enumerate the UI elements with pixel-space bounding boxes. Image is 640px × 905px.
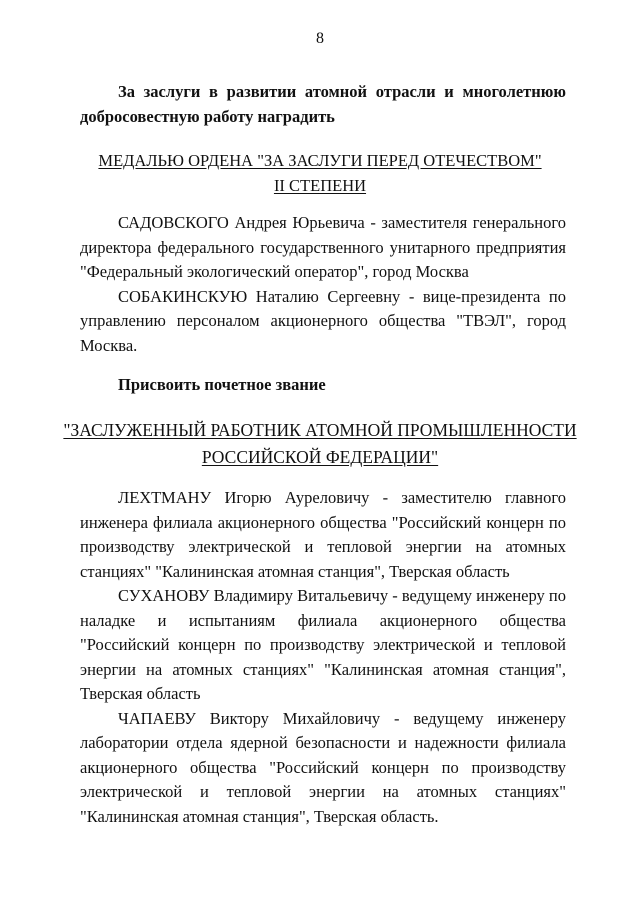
medal-heading [60,149,580,198]
title-heading-line1: "ЗАСЛУЖЕННЫЙ РАБОТНИК АТОМНОЙ ПРОМЫШЛЕННОСТИ [63,420,577,440]
medal-recipient-2: СОБАКИНСКУЮ Наталию Сергеевну - вице-президента по управлению персоналом акционерного общества "ТВЭЛ", город Москва. [80,286,566,355]
title-recipients [80,486,566,829]
medal-recipient-1: САДОВСКОГО Андрея Юрьевича - заместителя генерального директора федерального государственного унитарного предприятия "Федеральный экологический оператор", город Москва [80,213,566,281]
title-heading-line2: РОССИЙСКОЙ ФЕДЕРАЦИИ" [201,447,439,467]
medal-heading-line1: МЕДАЛЬЮ ОРДЕНА "ЗА ЗАСЛУГИ ПЕРЕД ОТЕЧЕСТВОМ" [98,151,542,170]
page-number: 8 [316,30,324,47]
title-recipient-2: СУХАНОВУ Владимиру Витальевичу - ведущему инженеру по наладке и испытаниям филиала акционерного общества "Российский концерн по производству электрической и тепловой энергии на атомных станциях" "Калининская атомная станция", Тверская область [80,586,566,703]
medal-recipients [80,211,566,358]
title-intro: Присвоить почетное звание [118,375,326,394]
award-intro: За заслуги в развитии атомной отрасли и многолетнюю добросовестную работу наградить [80,82,566,126]
title-recipient-3: ЧАПАЕВУ Виктору Михайловичу - ведущему инженеру лаборатории отдела ядерной безопасности и надежности филиала акционерного общества "Российский концерн по производству электрической и тепловой энергии на атомных станциях" "Калининская атомная станция", Тверская область. [80,708,566,826]
medal-heading-line2: II СТЕПЕНИ [273,175,367,195]
title-heading [60,417,580,471]
title-recipient-1: ЛЕХТМАНУ Игорю Ауреловичу - заместителю главного инженера филиала акционерного общества "Российский концерн по производству электрической и тепловой энергии на атомных станциях" "Калининская атомная станция", Тверская область [80,488,566,581]
